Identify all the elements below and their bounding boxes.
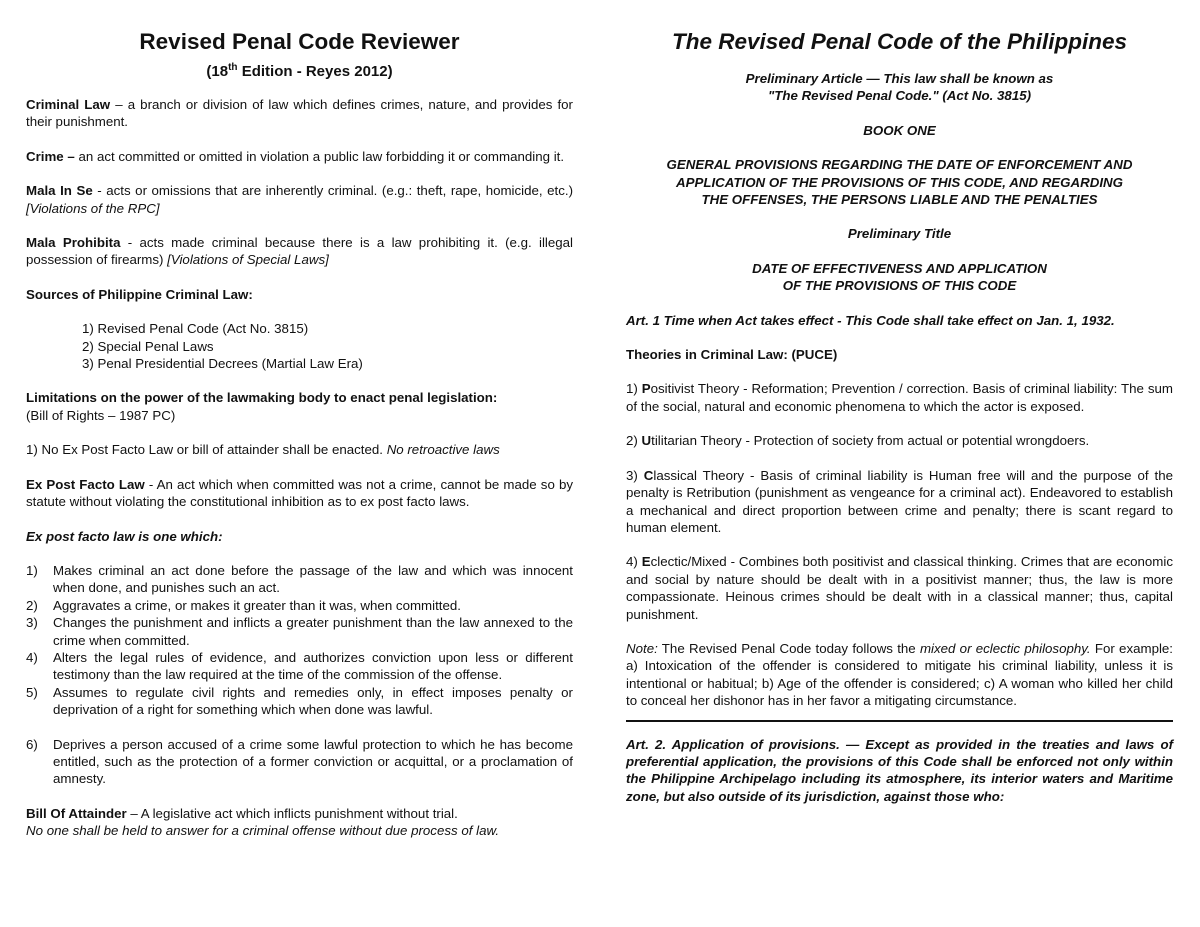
theories-heading: Theories in Criminal Law: (PUCE) [626,347,838,363]
attainder-definition: Bill Of Attainder – A legislative act which inflicts punishment without trial. [26,805,458,821]
sources-heading: Sources of Philippine Criminal Law: [26,286,253,302]
date-effectiveness-line: OF THE PROVISIONS OF THIS CODE [782,278,1017,294]
preliminary-article-line: "The Revised Penal Code." (Act No. 3815) [767,88,1032,104]
date-effectiveness-heading [626,260,1173,295]
crime-definition: Crime – an act committed or omitted in violation a public law forbidding it or commanding it. [26,148,565,164]
edition-line: (18th Edition - Reyes 2012) [206,62,393,80]
right-column [626,22,1173,805]
limitations-section [26,389,573,424]
source-item: 2) Special Penal Laws [82,338,214,354]
theory-item: 1) Positivist Theory - Reformation; Prevention / correction. Basis of criminal liability: The sum of the social, natural and economic phenomena to which the actor is exposed. [626,381,1173,414]
book-heading: BOOK ONE [863,122,936,138]
limitations-source: (Bill of Rights – 1987 PC) [26,407,176,423]
general-provisions-line: APPLICATION OF THE PROVISIONS OF THIS CODE, AND REGARDING [676,174,1123,190]
preliminary-article [626,70,1173,105]
general-provisions-line: THE OFFENSES, THE PERSONS LIABLE AND THE PENALTIES [701,192,1098,208]
list-item: 3) Changes the punishment and inflicts a greater punishment than the law annexed to the crime when committed. [26,615,573,648]
left-column [26,22,573,840]
source-item: 1) Revised Penal Code (Act No. 3815) [82,321,309,337]
list-item: 1) Makes criminal an act done before the passage of the law and which was innocent when done, and punishes such an act. [26,562,573,596]
attainder-section [26,805,573,840]
mala-prohibita-definition: Mala Prohibita - acts made criminal because there is a law prohibiting it. (e.g. illegal possession of firearms) [Violations of Special Laws] [26,235,573,268]
philosophy-note: Note: The Revised Penal Code today follows the mixed or eclectic philosophy. For example: a) Intoxication of the offender is considered to mitigate his criminal liability, unless it is intentional or habitual; b) Age of the offender is considered; c) A woman who killed her child to conceal her dishonor has in her favor a mitigating circumstance. [626,640,1174,709]
limitation-item: 1) No Ex Post Facto Law or bill of attainder shall be enacted. No retroactive laws [26,442,500,458]
attainder-note: No one shall be held to answer for a criminal offense without due process of law. [26,823,500,839]
general-provisions-line: GENERAL PROVISIONS REGARDING THE DATE OF ENFORCEMENT AND [666,157,1133,173]
preliminary-article-line: Preliminary Article — This law shall be known as [745,71,1054,86]
mala-in-se-definition: Mala In Se - acts or omissions that are inherently criminal. (e.g.: theft, rape, homicide, etc.) [Violations of the RPC] [26,183,574,216]
theory-item: 4) Eclectic/Mixed - Combines both positivist and classical thinking. Crimes that are economic and social by nature should be dealt with in a positivist manner; thus, the law is more compassionate. Heinous crimes should be dealt with in a classical manner; thus, capital punishment. [626,554,1173,622]
left-title: Revised Penal Code Reviewer [139,29,460,54]
facto-heading: Ex post facto law is one which: [26,528,223,544]
sources-list [26,320,573,372]
theory-item: 3) Classical Theory - Basis of criminal liability is Human free will and the purpose of the penalty is Retribution (punishment as vengeance for a criminal act). Endeavored to establish a mechanical and direct proportion between crime and penalty; there is scant regard to human element. [626,467,1173,535]
list-item: 6) Deprives a person accused of a crime some lawful protection to which he has become entitled, such as the protection of a former conviction or acquittal, or a proclamation of amnesty. [26,736,573,787]
preliminary-title: Preliminary Title [847,226,952,242]
article-2: Art. 2. Application of provisions. — Except as provided in the treaties and laws of preferential application, the provisions of this Code shall be enforced not only within the Philippine Archipelago including its atmosphere, its interior waters and Maritime zone, but also outside of its jurisdiction, against those who: [626,736,1173,804]
list-item: 4) Alters the legal rules of evidence, and authorizes conviction upon less or different testimony than the law required at the time of the commission of the offense. [26,649,573,683]
source-item: 3) Penal Presidential Decrees (Martial Law Era) [82,356,363,372]
facto-list [26,562,573,788]
general-provisions-heading [626,156,1173,208]
ex-post-facto-definition: Ex Post Facto Law - An act which when committed was not a crime, cannot be made so by statute without violating the constitutional inhibition as to ex post facto laws. [26,476,573,510]
right-title: The Revised Penal Code of the Philippines [671,29,1128,54]
date-effectiveness-line: DATE OF EFFECTIVENESS AND APPLICATION [752,260,1047,276]
article-1: Art. 1 Time when Act takes effect - This Code shall take effect on Jan. 1, 1932. [626,312,1115,328]
section-divider [626,720,1173,722]
theory-item: 2) Utilitarian Theory - Protection of society from actual or potential wrongdoers. [626,433,1090,449]
list-item: 2) Aggravates a crime, or makes it greater than it was, when committed. [26,597,461,613]
limitations-heading: Limitations on the power of the lawmaking body to enact penal legislation: [26,390,498,406]
list-item: 5) Assumes to regulate civil rights and remedies only, in effect imposes penalty or deprivation of a right for something which when done was lawful. [26,684,573,718]
criminal-law-definition: Criminal Law – a branch or division of law which defines crimes, nature, and provides for their punishment. [26,97,573,130]
